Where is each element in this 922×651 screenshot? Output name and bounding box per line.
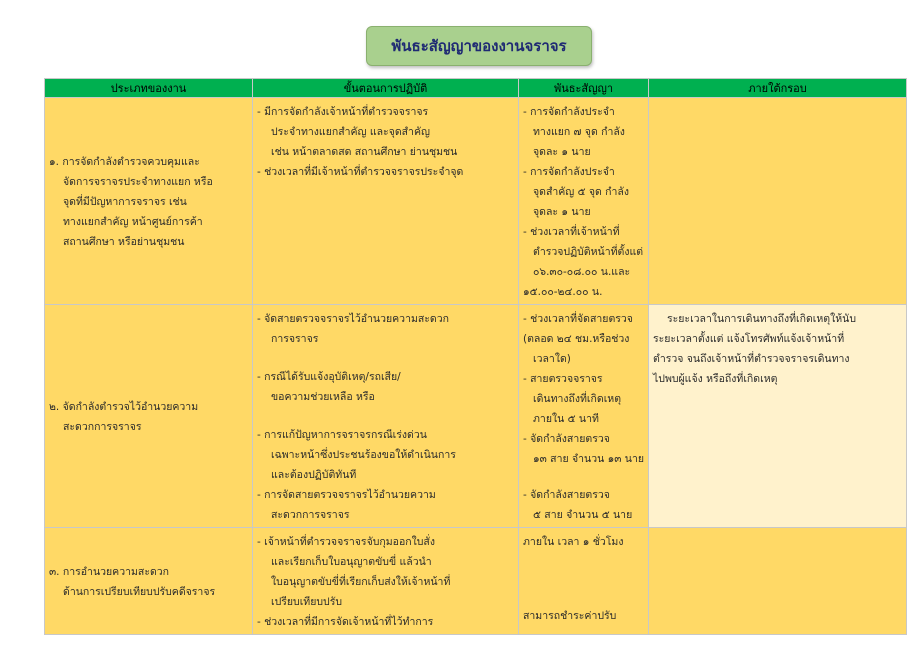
row1-work-type: ๑. การจัดกำลังตำรวจควบคุมและ จัดการจราจรประจำทางแยก หรือ จุดที่มีปัญหาการจราจร เช่น ทางแยกสำคัญ หน้าศูนย์การค้า สถานศึกษา หรือย่านชุมชน [45,98,253,305]
row2-procedure: - จัดสายตรวจจราจรไว้อำนวยความสะดวก การจราจร - กรณีได้รับแจ้งอุบัติเหตุ/รถเสีย/ ขอความช่วยเหลือ หรือ - การแก้ปัญหาการจราจรกรณีเร่งด่วน เฉพาะหน้าซึ่งประชนร้องขอให้ดำเนินการ และต้องปฏิบัติทันที - การจัดสายตรวจจราจรไว้อำนวยความ สะดวกการจราจร [253,305,519,528]
page-title: พันธะสัญญาของงานจราจร [366,26,592,66]
table-row [45,305,907,528]
table-row [45,98,907,305]
row3-work-type: ๓. การอำนวยความสะดวก ด้านการเปรียบเทียบปรับคดีจราจร [45,528,253,635]
header-work-type: ประเภทของงาน [45,79,253,98]
table-row [45,528,907,635]
row3-commitment: ภายใน เวลา ๑ ชั่วโมง สามารถชำระค่าปรับ [519,528,649,635]
header-commitment: พันธะสัญญา [519,79,649,98]
row1-framework [649,98,907,305]
row2-commitment: - ช่วงเวลาที่จัดสายตรวจ (ตลอด ๒๔ ชม.หรือช่วง เวลาใด) - สายตรวจจราจร เดินทางถึงที่เกิดเหตุ ภายใน ๕ นาที - จัดกำลังสายตรวจ ๑๓ สาย จำนวน ๑๓ นาย - จัดกำลังสายตรวจ ๕ สาย จำนวน ๕ นาย [519,305,649,528]
row1-procedure: - มีการจัดกำลังเจ้าหน้าที่ตำรวจจราจร ประจำทางแยกสำคัญ และจุดสำคัญ เช่น หน้าตลาดสด สถานศึกษา ย่านชุมชน - ช่วงเวลาที่มีเจ้าหน้าที่ตำรวจจราจรประจำจุด [253,98,519,305]
commitment-table [44,78,907,635]
table-header-row [45,79,907,98]
row2-work-type: ๒. จัดกำลังตำรวจไว้อำนวยความ สะดวกการจราจร [45,305,253,528]
row1-commitment: - การจัดกำลังประจำ ทางแยก ๗ จุด กำลัง จุดละ ๑ นาย - การจัดกำลังประจำ จุดสำคัญ ๕ จุด กำลัง จุดละ ๑ นาย - ช่วงเวลาที่เจ้าหน้าที่ ตำรวจปฏิบัติหน้าที่ตั้งแต่ ๐๖.๓๐-๐๘.๐๐ น.และ ๑๕.๐๐-๒๔.๐๐ น. [519,98,649,305]
row3-framework [649,528,907,635]
header-procedure: ขั้นตอนการปฏิบัติ [253,79,519,98]
row2-framework: ระยะเวลาในการเดินทางถึงที่เกิดเหตุให้นับ ระยะเวลาตั้งแต่ แจ้งโทรศัพท์แจ้งเจ้าหน้าที่ ตำรวจ จนถึงเจ้าหน้าที่ตำรวจจราจรเดินทาง ไปพบผู้แจ้ง หรือถึงที่เกิดเหตุ [649,305,907,528]
row3-procedure: - เจ้าหน้าที่ตำรวจจราจรจับกุมออกใบสั่ง และเรียกเก็บใบอนุญาตขับขี่ แล้วนำ ใบอนุญาตขับขี่ที่เรียกเก็บส่งให้เจ้าหน้าที่ เปรียบเทียบปรับ - ช่วงเวลาที่มีการจัดเจ้าหน้าที่ไว้ทำการ [253,528,519,635]
header-framework: ภายใต้กรอบ [649,79,907,98]
